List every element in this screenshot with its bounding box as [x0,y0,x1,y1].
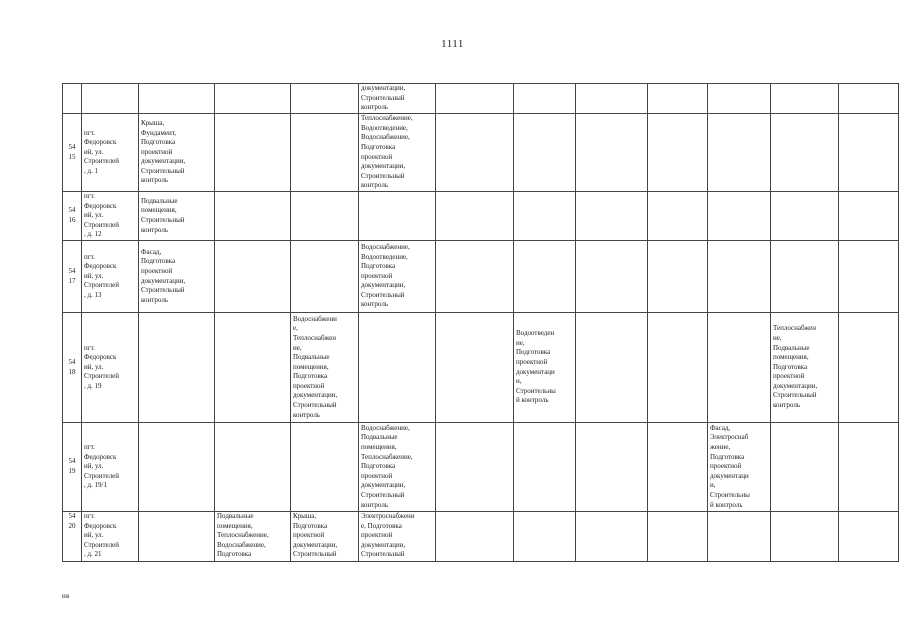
row-number-cell: 54 15 [63,114,82,192]
work-cell: Водоснабжени е, Теплоснабжен ие, Подвальные помещения, Подготовка проектной документации, Строительный контроль [291,313,359,423]
work-cell [215,84,291,114]
work-cell [514,84,576,114]
work-cell [648,114,708,192]
page-number: 1111 [441,38,464,50]
work-cell [215,241,291,313]
address-cell: пгт. Федоровск ий, ул. Строителей , д. 19 [82,313,139,423]
work-cell [436,84,514,114]
work-cell: Фасад, Электроснаб жение, Подготовка проектной документаци и, Строительны й контроль [708,423,771,512]
row-number-cell: 54 17 [63,241,82,313]
work-cell: Крыша, Подготовка проектной документации, Строительный [291,512,359,562]
work-cell [436,241,514,313]
row-number-cell: 54 20 [63,512,82,562]
work-cell: Фасад, Подготовка проектной документации, Строительный контроль [139,241,215,313]
work-cell [215,313,291,423]
work-cell [771,114,839,192]
row-number-cell: 54 19 [63,423,82,512]
work-cell [139,84,215,114]
work-cell: Подвальные помещения, Теплоснабжение, Водоснабжение, Подготовка [215,512,291,562]
work-cell [139,423,215,512]
work-cell [514,241,576,313]
work-cell [359,313,436,423]
work-cell [576,241,648,313]
work-cell [839,84,899,114]
work-cell [139,512,215,562]
work-cell [576,423,648,512]
work-cell: Теплоснабжен ие, Подвальные помещения, Подготовка проектной документации, Строительный контроль [771,313,839,423]
work-cell: Водоотведен ие, Подготовка проектной документаци и, Строительны й контроль [514,313,576,423]
table-row [63,313,899,423]
work-cell [436,512,514,562]
work-cell [215,423,291,512]
work-cell: Теплоснабжение, Водоотведение, Водоснабжение, Подготовка проектной документации, Строительный контроль [359,114,436,192]
work-cell [648,512,708,562]
work-cell [708,84,771,114]
work-cell [514,512,576,562]
work-cell [648,192,708,241]
work-cell [436,423,514,512]
table-row [63,114,899,192]
work-cell [291,241,359,313]
work-cell [215,192,291,241]
work-cell [648,313,708,423]
work-cell [771,84,839,114]
table-row [63,423,899,512]
address-cell: пгт. Федоровск ий, ул. Строителей , д. 13 [82,241,139,313]
work-cell [436,313,514,423]
work-cell: Подвальные помещения, Строительный контроль [139,192,215,241]
footer-mark: нв [62,592,70,600]
work-cell [514,114,576,192]
work-cell [648,423,708,512]
work-cell [839,114,899,192]
table-row [63,192,899,241]
work-cell [291,192,359,241]
work-cell [359,192,436,241]
address-cell: пгт. Федоровск ий, ул. Строителей , д. 21 [82,512,139,562]
address-cell [82,84,139,114]
work-cell [648,84,708,114]
work-cell [648,241,708,313]
work-cell [215,114,291,192]
work-cell [576,512,648,562]
work-cell [839,241,899,313]
work-cell: Крыша, Фундамент, Подготовка проектной документации, Строительный контроль [139,114,215,192]
data-table [62,83,899,562]
work-cell [708,114,771,192]
work-cell [839,423,899,512]
table-row [63,512,899,562]
work-cell [839,512,899,562]
work-cell [576,192,648,241]
work-cell [771,512,839,562]
work-cell [771,241,839,313]
work-cell [839,313,899,423]
row-number-cell: 54 16 [63,192,82,241]
work-cell [708,192,771,241]
work-cell [291,114,359,192]
work-cell [291,423,359,512]
work-cell: Водоснабжение, Водоотведение, Подготовка проектной документации, Строительный контроль [359,241,436,313]
work-cell [708,313,771,423]
work-cell [514,192,576,241]
row-number-cell: 54 18 [63,313,82,423]
work-cell [576,114,648,192]
work-cell [576,84,648,114]
work-cell [839,192,899,241]
work-cell [708,241,771,313]
work-cell [708,512,771,562]
address-cell: пгт. Федоровск ий, ул. Строителей , д. 1 [82,114,139,192]
work-cell [576,313,648,423]
work-cell [436,114,514,192]
work-cell [514,423,576,512]
address-cell: пгт. Федоровск ий, ул. Строителей , д. 12 [82,192,139,241]
work-cell [771,192,839,241]
work-cell [139,313,215,423]
work-cell [771,423,839,512]
work-cell: Электроснабжени е, Подготовка проектной документации, Строительный [359,512,436,562]
table-row [63,241,899,313]
work-cell: Водоснабжение, Подвальные помещения, Теплоснабжение, Подготовка проектной документации, Строительный контроль [359,423,436,512]
work-cell [291,84,359,114]
address-cell: пгт. Федоровск ий, ул. Строителей , д. 19/1 [82,423,139,512]
work-cell [436,192,514,241]
table-row [63,84,899,114]
work-cell: документации, Строительный контроль [359,84,436,114]
row-number-cell [63,84,82,114]
